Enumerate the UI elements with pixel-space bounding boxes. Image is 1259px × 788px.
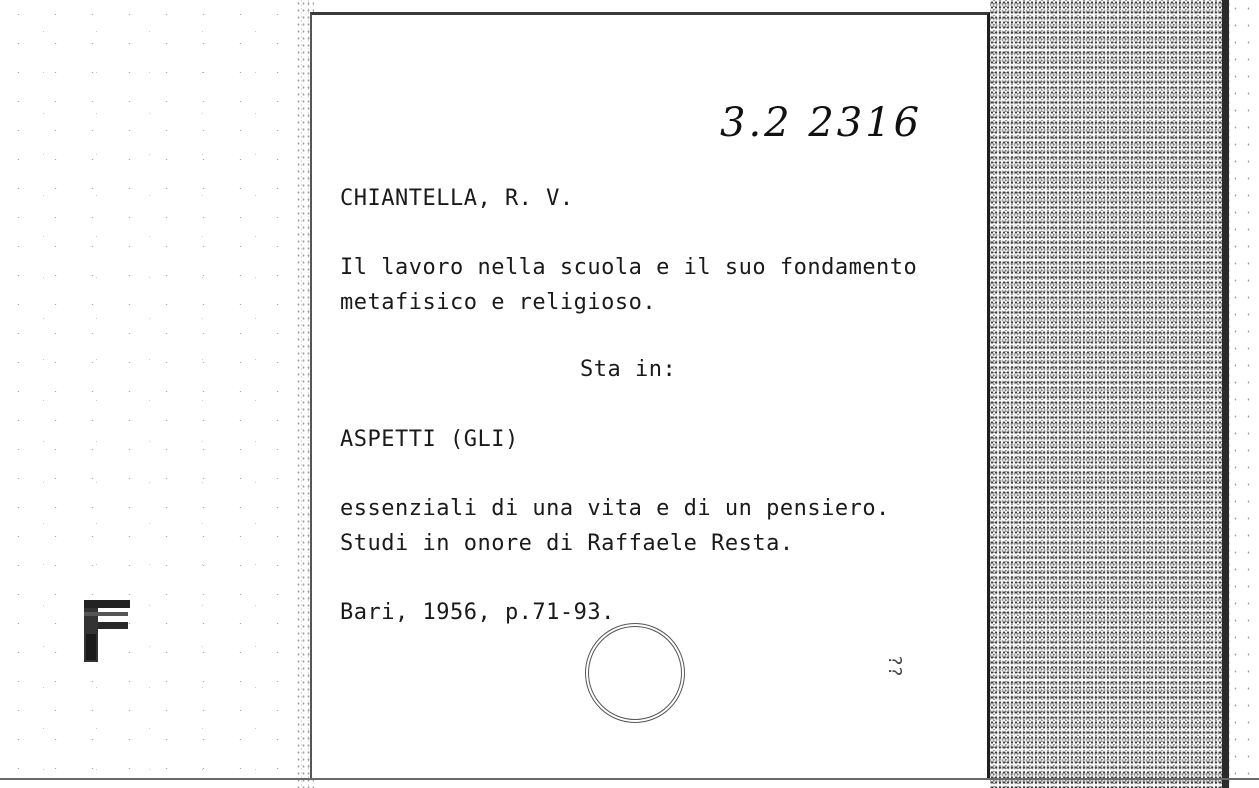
scan-background-far-right [1229, 0, 1259, 788]
imprint-line: Bari, 1956, p.71-93. [340, 600, 615, 625]
title-line-1: Il lavoro nella scuola e il suo fondamento [340, 255, 918, 280]
scan-bottom-edge [0, 778, 1259, 780]
scan-background-left [0, 0, 300, 788]
contained-in-label: Sta in: [580, 357, 677, 382]
scan-background-right [990, 0, 1230, 788]
scan-edge-right [1222, 0, 1229, 788]
scanner-logo-icon [82, 598, 132, 664]
collection-line-1: essenziali di una vita e di un pensiero. [340, 496, 890, 521]
title-line-2: metafisico e religioso. [340, 290, 657, 315]
shelf-mark: 3.2 2316 [720, 100, 923, 146]
margin-mark: ?? [884, 655, 905, 677]
collection-heading: ASPETTI (GLI) [340, 427, 519, 452]
card-punch-hole [585, 623, 685, 723]
author-line: CHIANTELLA, R. V. [340, 186, 574, 211]
collection-line-2: Studi in onore di Raffaele Resta. [340, 531, 794, 556]
